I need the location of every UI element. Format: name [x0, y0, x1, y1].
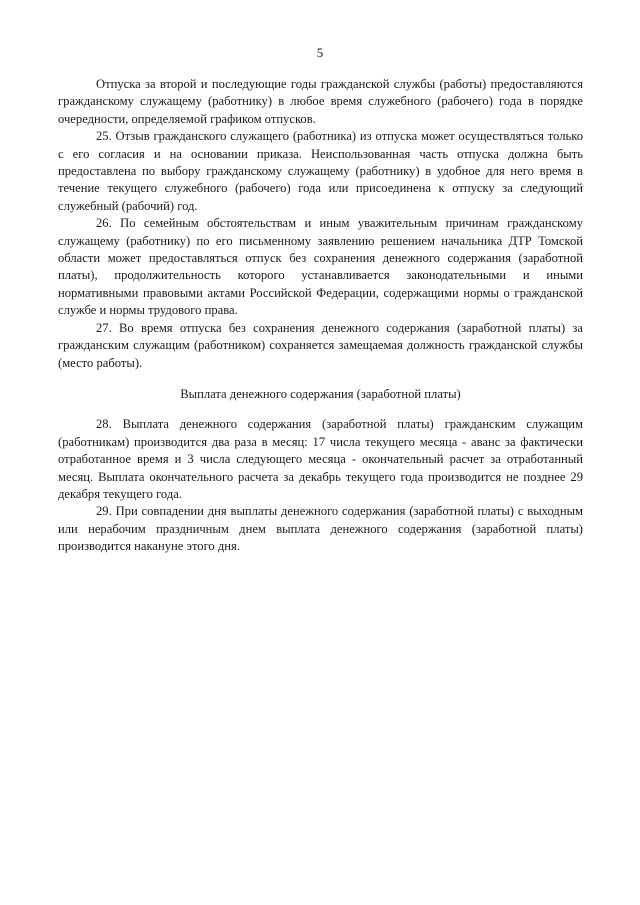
paragraph-29-holiday-payment: 29. При совпадении дня выплаты денежного содержания (заработной платы) с выходным или нерабочим праздничным днем выплата денежного содержания (заработной платы) производится накануне этого дня.: [58, 504, 583, 554]
document-body: [58, 76, 583, 556]
paragraph-28-payment-schedule: 28. Выплата денежного содержания (заработной платы) гражданским служащим (работникам) производится два раза в месяц: 17 числа текущего месяца - аванс за фактически отработанное время и 3 числа следующего месяца - окончательный расчет за отработанный месяц. Выплата окончательного расчета за декабрь текущего года производится не позднее 29 декабря текущего года.: [58, 417, 583, 501]
section-heading-salary-payment: Выплата денежного содержания (заработной платы): [180, 386, 461, 401]
page-number: 5: [316, 45, 324, 60]
paragraph-vacation-order: Отпуска за второй и последующие годы гражданской службы (работы) предоставляются гражданскому служащему (работнику) в любое время служебного (рабочего) года в порядке очередности, определяемой графиком отпусков.: [58, 77, 583, 126]
paragraph-25-recall-from-vacation: 25. Отзыв гражданского служащего (работника) из отпуска может осуществляться только с его согласия и на основании приказа. Неиспользованная часть отпуска должна быть предоставлена по выбору гражданскому служащему (работнику) в удобное для него время в течение текущего служебного (рабочего) года или присоединена к отпуску за следующий служебный (рабочий) год.: [58, 129, 583, 213]
paragraph-26-unpaid-leave: 26. По семейным обстоятельствам и иным уважительным причинам гражданскому служащему (работнику) по его письменному заявлению решением начальника ДТР Томской области может предоставляться отпуск без сохранения денежного содержания (заработной платы), продолжительность которого устанавливается законодательными и иными нормативными правовыми актами Российской Федерации, содержащими нормы о гражданской службе и нормы трудового права.: [58, 216, 583, 318]
paragraph-27-position-retention: 27. Во время отпуска без сохранения денежного содержания (заработной платы) за гражданским служащим (работником) сохраняется замещаемая должность гражданской службы (место работы).: [58, 320, 583, 370]
